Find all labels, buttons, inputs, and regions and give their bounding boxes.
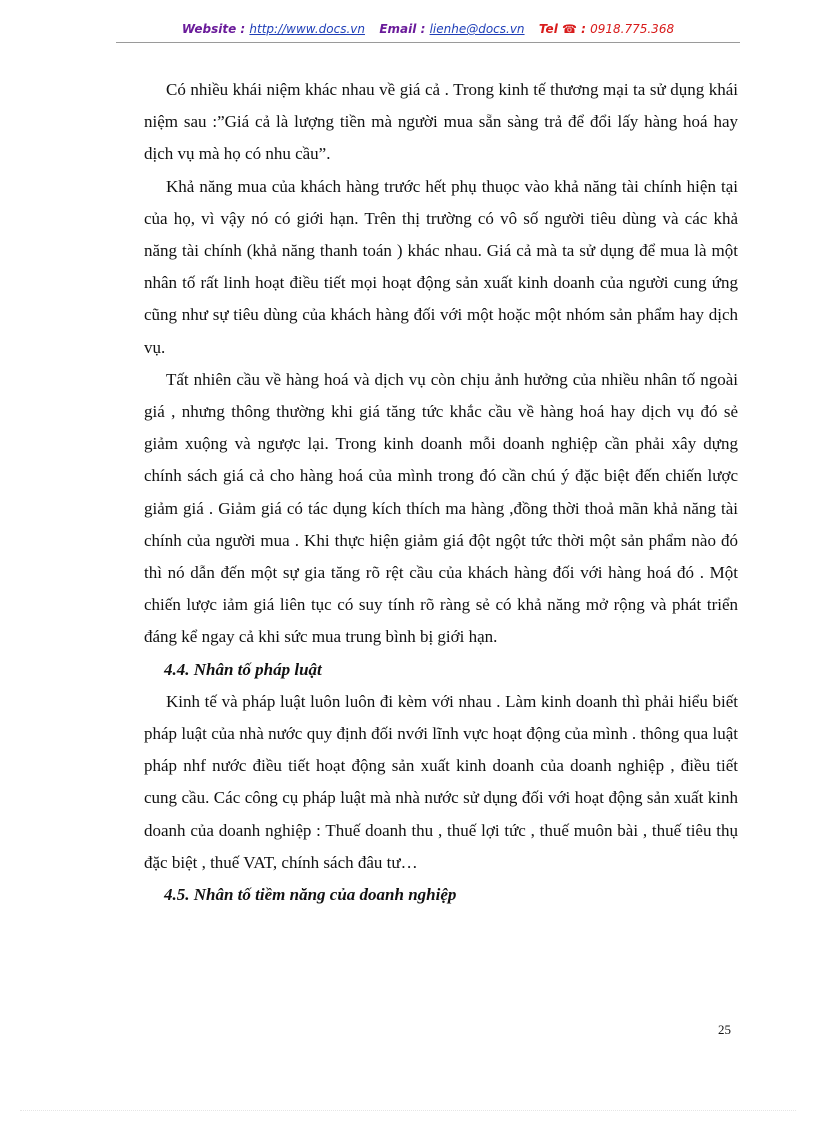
page-number: 25 xyxy=(718,1022,731,1037)
footer-divider xyxy=(20,1110,796,1111)
section-heading-legal-factor: 4.4. Nhân tố pháp luật xyxy=(164,659,322,679)
email-label: Email : xyxy=(379,22,426,36)
document-header xyxy=(116,22,740,42)
paragraph-price-concept: Có nhiều khái niệm khác nhau về giá cả . Trong kinh tế thương mại ta sử dụng khái niệm sau :”Giá cả là lượng tiền mà người mua sẵn sàng trả để đổi lấy hàng hoá hay dịch vụ mà họ có nhu cầu”. xyxy=(144,80,738,164)
website-link[interactable]: http://www.docs.vn xyxy=(249,22,365,36)
tel-label: Tel ☎ : xyxy=(538,22,586,36)
paragraph-demand-factors: Tất nhiên cầu về hàng hoá và dịch vụ còn chịu ảnh hưởng của nhiều nhân tố ngoài giá , nhưng thông thường khi giá tăng tức khắc cầu về hàng hoá hay dịch vụ đó sẻ giảm xuộng và ngược lại. Trong kinh doanh mỗi doanh nghiệp cần phải xây dựng chính sách giá cả cho hàng hoá của mình trong đó cần chú ý đặc biệt đến chiến lược giảm giá . Giảm giá có tác dụng kích thích ma hàng ,đồng thời thoả mãn khả năng tài chính của người mua . Khi thực hiện giảm giá đột ngột tức thời một sản phẩm nào đó thì nó dẫn đến một sự gia tăng rõ rệt cầu của khách hàng đối với hàng hoá đó . Một chiến lược iảm giá liên tục có suy tính rõ ràng sẻ có khả năng mở rộng và phát triển đáng kể ngay cả khi sức mua trung bình bị giới hạn. xyxy=(144,369,738,647)
paragraph-purchasing-power: Khả năng mua của khách hàng trước hết phụ thuọc vào khả năng tài chính hiện tại của họ, vì vậy nó có giới hạn. Trên thị trường có vô số người tiêu dùng và các khả năng tài chính (khả năng thanh toán ) khác nhau. Giá cả mà ta sử dụng để mua là một nhân tố rất linh hoạt điều tiết mọi hoạt động sản xuất kinh doanh của người cung ứng cũng như sự tiêu dùng của khách hàng đối với một hoặc một nhóm sản phẩm hay dịch vụ. xyxy=(144,176,738,357)
email-link[interactable]: lienhe@docs.vn xyxy=(429,22,525,36)
header-divider xyxy=(116,42,740,43)
paragraph-legal-factor: Kinh tế và pháp luật luôn luôn đi kèm với nhau . Làm kinh doanh thì phải hiểu biết pháp luật của nhà nước quy định đối nvới lĩnh vực hoạt động của mình . thông qua luật pháp nhf nước điều tiết hoạt động sản xuất kinh doanh của doanh nghiệp , điều tiết cung cầu. Các công cụ pháp luật mà nhà nước sử dụng đối với hoạt động sản xuất kinh doanh của doanh nghiệp : Thuế doanh thu , thuế lợi tức , thuế muôn bài , thuế tiêu thụ đặc biệt , thuế VAT, chính sách đâu tư… xyxy=(144,691,738,872)
section-heading-enterprise-potential: 4.5. Nhân tố tiềm năng của doanh nghiệp xyxy=(164,885,457,905)
page-body xyxy=(144,74,738,911)
website-label: Website : xyxy=(181,22,246,36)
tel-number: 0918.775.368 xyxy=(590,22,675,36)
